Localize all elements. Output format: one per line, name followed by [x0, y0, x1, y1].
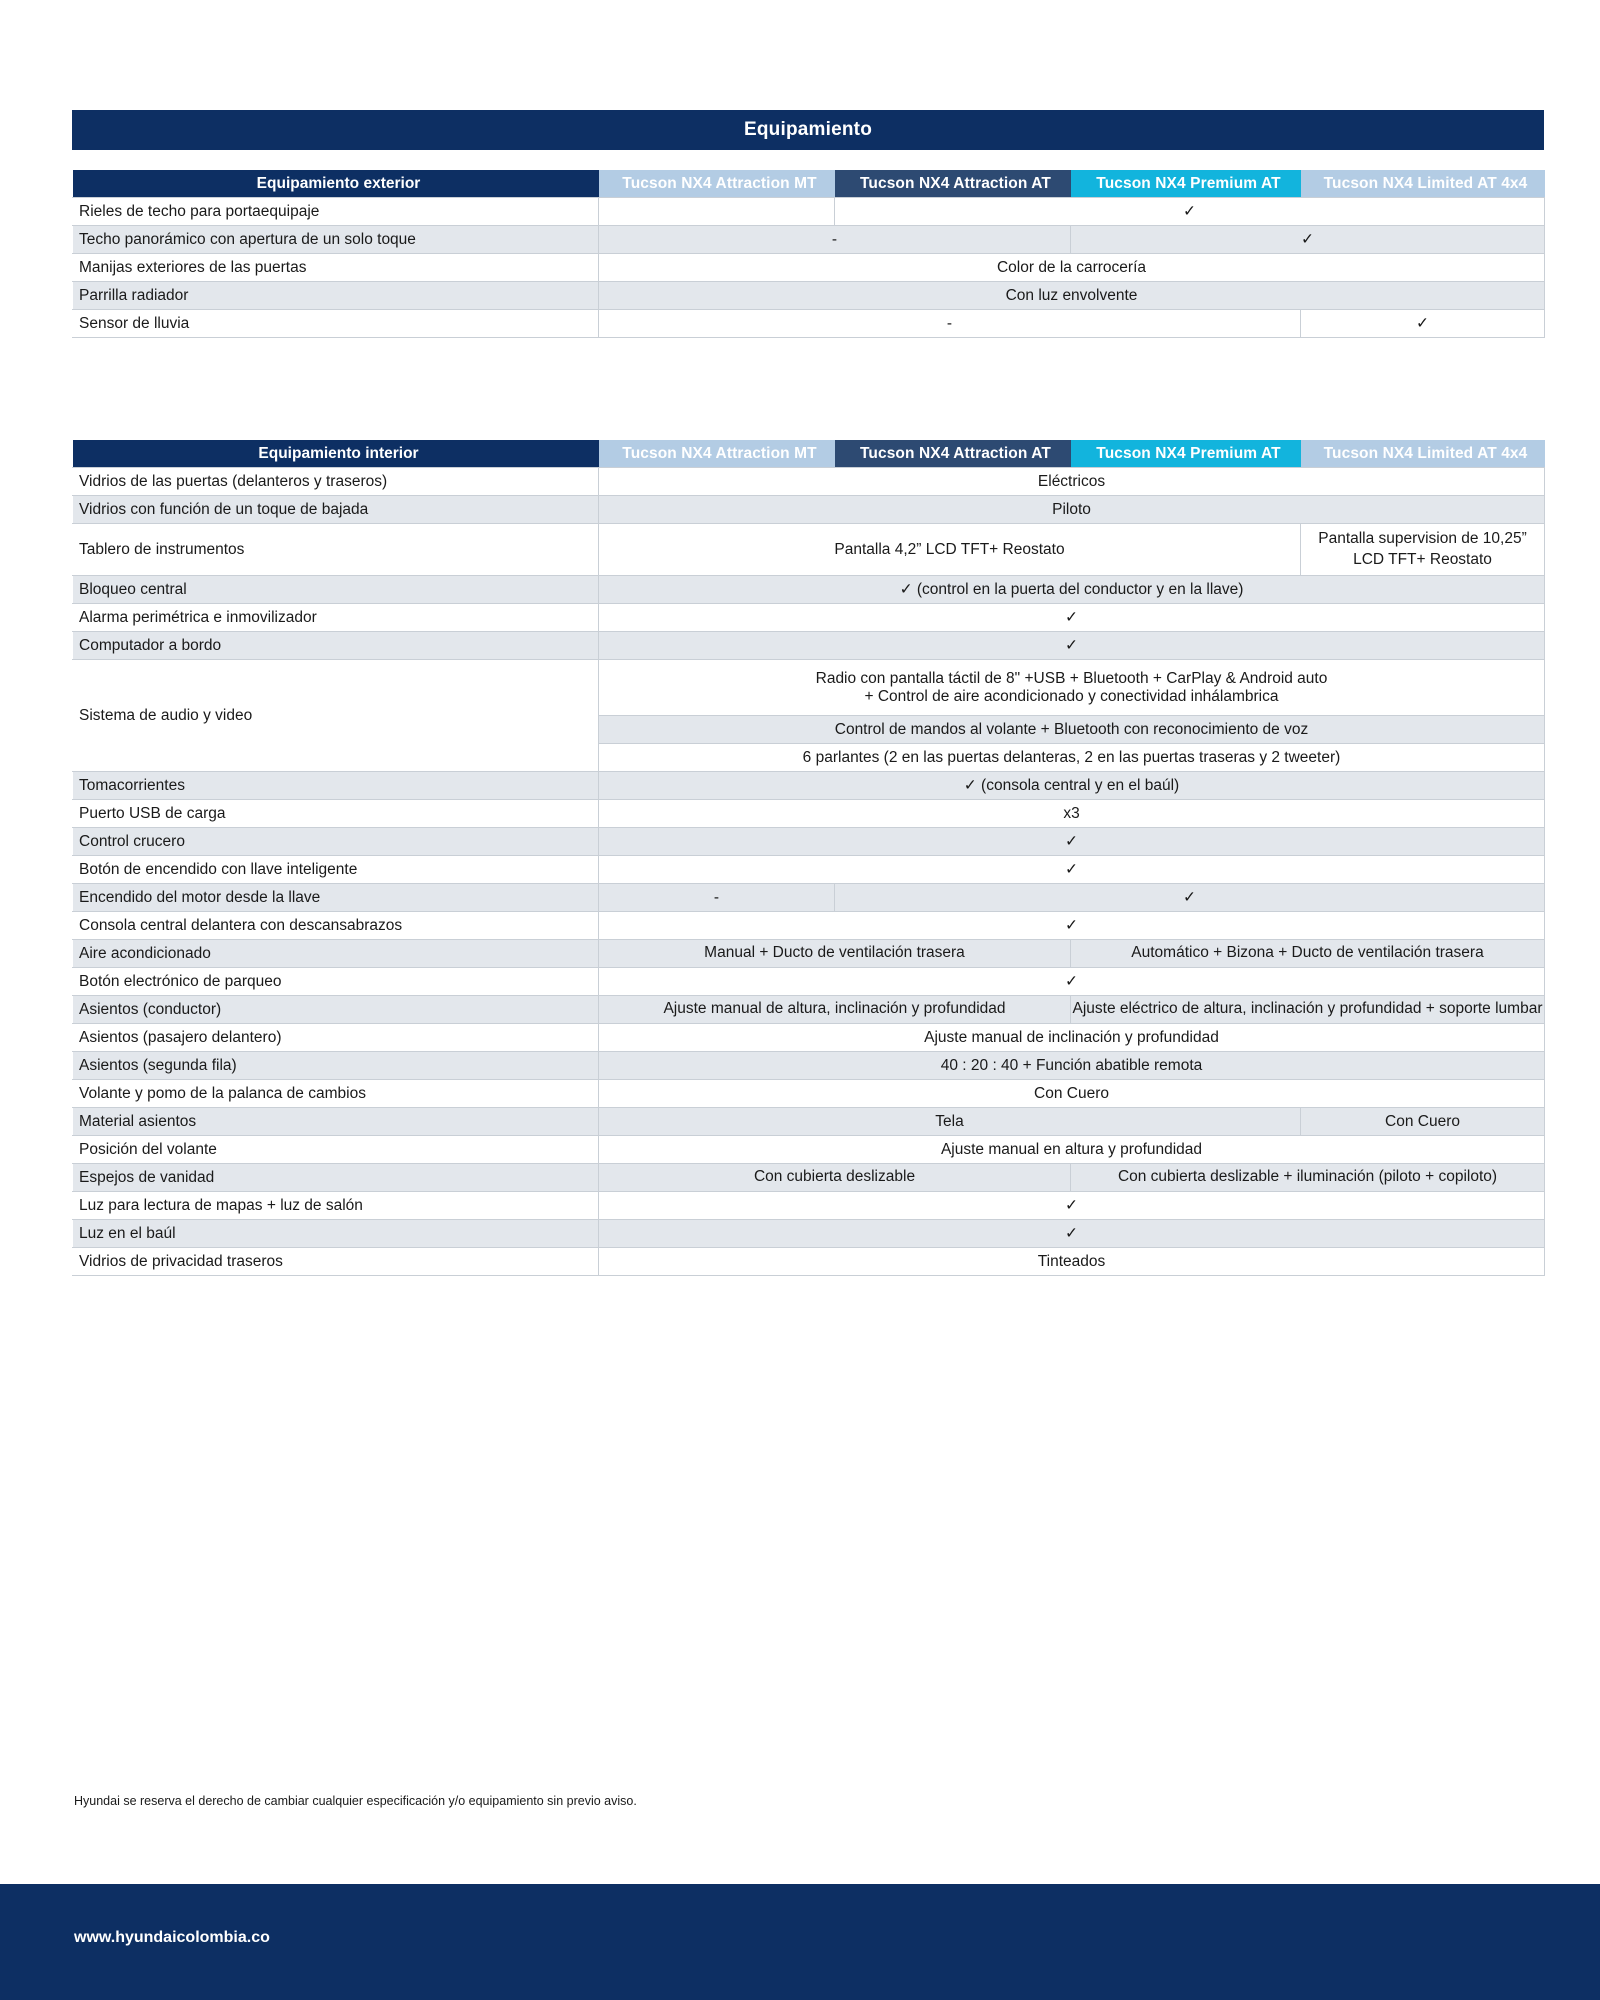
row-label: Vidrios de privacidad traseros	[73, 1248, 599, 1276]
value-cell: ✓	[599, 828, 1545, 856]
value-cell: 6 parlantes (2 en las puertas delanteras, 2 en las puertas traseras y 2 tweeter)	[599, 744, 1545, 772]
table-row	[73, 1248, 1545, 1276]
row-label: Espejos de vanidad	[73, 1164, 599, 1192]
value-cell: -	[599, 226, 1071, 254]
column-header-premium: Tucson NX4 Premium AT	[1071, 440, 1301, 468]
row-label: Volante y pomo de la palanca de cambios	[73, 1080, 599, 1108]
column-header-mt: Tucson NX4 Attraction MT	[599, 170, 835, 198]
table-row	[73, 940, 1545, 968]
row-label: Tablero de instrumentos	[73, 524, 599, 576]
row-label: Rieles de techo para portaequipaje	[73, 198, 599, 226]
value-cell: Con cubierta deslizable	[599, 1164, 1071, 1192]
interior-equipment-table	[72, 440, 1545, 1276]
table-row	[73, 226, 1545, 254]
value-cell: Pantalla 4,2” LCD TFT+ Reostato	[599, 524, 1301, 576]
value-cell: ✓	[599, 604, 1545, 632]
value-cell: x3	[599, 800, 1545, 828]
row-label: Luz para lectura de mapas + luz de salón	[73, 1192, 599, 1220]
table-row	[73, 856, 1545, 884]
value-cell: Con luz envolvente	[599, 282, 1545, 310]
column-header-premium: Tucson NX4 Premium AT	[1071, 170, 1301, 198]
banner-title: Equipamiento	[743, 119, 872, 140]
value-cell-empty	[599, 198, 835, 226]
table-row	[73, 1164, 1545, 1192]
exterior-table-header	[73, 170, 1545, 198]
website-link[interactable]: www.hyundaicolombia.co	[74, 1929, 270, 1946]
row-label: Vidrios con función de un toque de bajada	[73, 496, 599, 524]
row-label: Parrilla radiador	[73, 282, 599, 310]
value-cell: Radio con pantalla táctil de 8" +USB + Bluetooth + CarPlay & Android auto + Control de aire acondicionado y conectividad inhálambrica	[599, 660, 1545, 716]
value-cell: Automático + Bizona + Ducto de ventilación trasera	[1071, 940, 1545, 968]
value-cell: ✓	[599, 632, 1545, 660]
table-row	[73, 282, 1545, 310]
column-header-at: Tucson NX4 Attraction AT	[835, 440, 1071, 468]
disclaimer-text: Hyundai se reserva el derecho de cambiar cualquier especificación y/o equipamiento sin previo aviso.	[74, 1794, 637, 1808]
table-row	[73, 1108, 1545, 1136]
column-header-at: Tucson NX4 Attraction AT	[835, 170, 1071, 198]
table-row	[73, 1024, 1545, 1052]
row-label: Aire acondicionado	[73, 940, 599, 968]
table-row	[73, 254, 1545, 282]
table-row	[73, 884, 1545, 912]
table-row	[73, 1052, 1545, 1080]
table-row	[73, 468, 1545, 496]
row-label: Computador a bordo	[73, 632, 599, 660]
value-cell: ✓ (control en la puerta del conductor y en la llave)	[599, 576, 1545, 604]
value-cell: Eléctricos	[599, 468, 1545, 496]
row-label: Vidrios de las puertas (delanteros y traseros)	[73, 468, 599, 496]
row-label: Asientos (segunda fila)	[73, 1052, 599, 1080]
value-cell: Con Cuero	[1301, 1108, 1545, 1136]
column-header-limited: Tucson NX4 Limited AT 4x4	[1301, 170, 1545, 198]
value-cell: Tela	[599, 1108, 1301, 1136]
table-row	[73, 1192, 1545, 1220]
row-label: Control crucero	[73, 828, 599, 856]
table-row	[73, 576, 1545, 604]
exterior-equipment-table	[72, 170, 1545, 338]
interior-title: Equipamiento interior	[73, 440, 599, 468]
table-row	[73, 912, 1545, 940]
value-cell: Con cubierta deslizable + iluminación (piloto + copiloto)	[1071, 1164, 1545, 1192]
value-cell: ✓	[599, 968, 1545, 996]
row-label: Tomacorrientes	[73, 772, 599, 800]
value-cell: -	[599, 884, 835, 912]
value-cell: ✓	[599, 1192, 1545, 1220]
value-cell: Ajuste manual de altura, inclinación y profundidad	[599, 996, 1071, 1024]
exterior-table-body	[73, 198, 1545, 338]
page-banner	[72, 110, 1544, 150]
value-cell: ✓	[835, 198, 1545, 226]
value-cell: Ajuste manual en altura y profundidad	[599, 1136, 1545, 1164]
interior-table-header	[73, 440, 1545, 468]
exterior-title: Equipamiento exterior	[73, 170, 599, 198]
table-row	[73, 772, 1545, 800]
table-row	[73, 828, 1545, 856]
table-row	[73, 604, 1545, 632]
table-row	[73, 1136, 1545, 1164]
table-row	[73, 800, 1545, 828]
table-row	[73, 1080, 1545, 1108]
value-cell: 40 : 20 : 40 + Función abatible remota	[599, 1052, 1545, 1080]
row-label: Puerto USB de carga	[73, 800, 599, 828]
table-row	[73, 198, 1545, 226]
row-label: Sensor de lluvia	[73, 310, 599, 338]
row-label: Botón electrónico de parqueo	[73, 968, 599, 996]
row-label: Techo panorámico con apertura de un solo toque	[73, 226, 599, 254]
value-cell: Control de mandos al volante + Bluetooth con reconocimiento de voz	[599, 716, 1545, 744]
value-cell: Tinteados	[599, 1248, 1545, 1276]
table-row	[73, 310, 1545, 338]
row-label: Asientos (pasajero delantero)	[73, 1024, 599, 1052]
row-label: Encendido del motor desde la llave	[73, 884, 599, 912]
row-label: Alarma perimétrica e inmovilizador	[73, 604, 599, 632]
interior-table-body	[73, 468, 1545, 1276]
row-label: Sistema de audio y video	[73, 660, 599, 772]
row-label: Posición del volante	[73, 1136, 599, 1164]
row-label: Consola central delantera con descansabrazos	[73, 912, 599, 940]
value-cell: Ajuste eléctrico de altura, inclinación y profundidad + soporte lumbar	[1071, 996, 1545, 1024]
exterior-header-row	[73, 170, 1545, 198]
table-row	[73, 524, 1545, 576]
value-cell: Manual + Ducto de ventilación trasera	[599, 940, 1071, 968]
table-row	[73, 1220, 1545, 1248]
row-label: Botón de encendido con llave inteligente	[73, 856, 599, 884]
footer-bar	[0, 1884, 1600, 2000]
value-cell: Ajuste manual de inclinación y profundidad	[599, 1024, 1545, 1052]
row-label: Asientos (conductor)	[73, 996, 599, 1024]
row-label: Material asientos	[73, 1108, 599, 1136]
column-header-limited: Tucson NX4 Limited AT 4x4	[1301, 440, 1545, 468]
interior-header-row	[73, 440, 1545, 468]
table-row	[73, 496, 1545, 524]
row-label: Luz en el baúl	[73, 1220, 599, 1248]
value-cell: ✓	[1071, 226, 1545, 254]
value-cell: Con Cuero	[599, 1080, 1545, 1108]
value-cell: ✓	[1301, 310, 1545, 338]
value-cell: -	[599, 310, 1301, 338]
table-row	[73, 660, 1545, 716]
value-cell: ✓	[599, 1220, 1545, 1248]
value-cell: ✓ (consola central y en el baúl)	[599, 772, 1545, 800]
column-header-mt: Tucson NX4 Attraction MT	[599, 440, 835, 468]
value-cell: Color de la carrocería	[599, 254, 1545, 282]
table-row	[73, 968, 1545, 996]
value-cell: ✓	[599, 912, 1545, 940]
value-cell: Piloto	[599, 496, 1545, 524]
row-label: Bloqueo central	[73, 576, 599, 604]
row-label: Manijas exteriores de las puertas	[73, 254, 599, 282]
value-cell: Pantalla supervision de 10,25” LCD TFT+ Reostato	[1301, 524, 1545, 576]
value-cell: ✓	[835, 884, 1545, 912]
value-cell: ✓	[599, 856, 1545, 884]
table-row	[73, 632, 1545, 660]
table-row	[73, 996, 1545, 1024]
